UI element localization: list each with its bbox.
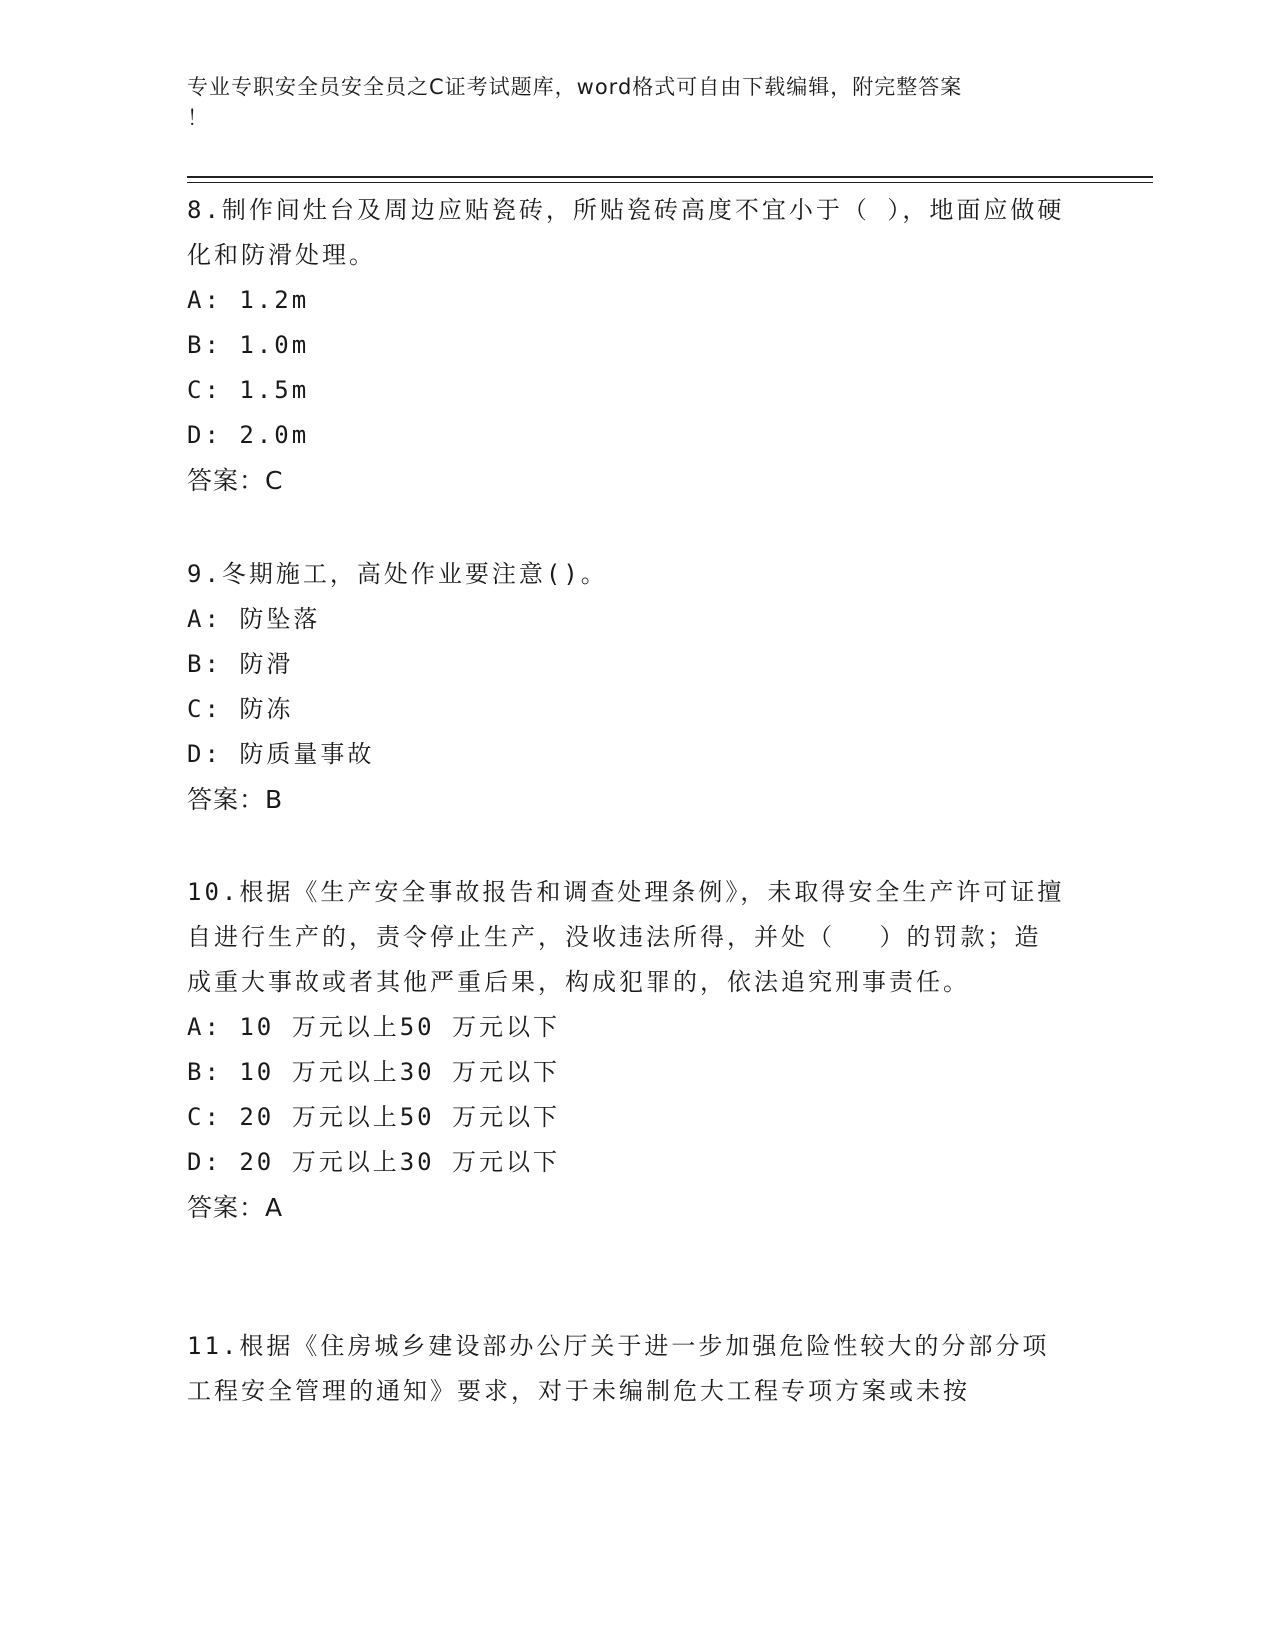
question-text: 10.根据《生产安全事故报告和调查处理条例》，未取得安全生产许可证擅自进行生产的，责令停止生产，没收违法所得，并处（ ）的罚款；造成重大事故或者其他严重后果，构成犯罪的，依法追究刑事责任。 (187, 878, 1065, 996)
question-9 (187, 552, 1067, 822)
question-text: 9.冬期施工，高处作业要注意()。 (187, 560, 608, 588)
question-10 (187, 870, 1067, 1230)
answer: 答案：B (187, 785, 284, 814)
option-c: C: 防冻 (187, 695, 294, 723)
option-c: C: 20 万元以上50 万元以下 (187, 1103, 561, 1131)
option-a: A: 10 万元以上50 万元以下 (187, 1013, 561, 1041)
option-d: D: 防质量事故 (187, 740, 375, 768)
option-d: D: 2.0m (187, 421, 310, 449)
header-divider-thin (187, 182, 1153, 183)
question-8 (187, 188, 1067, 503)
question-text: 8.制作间灶台及周边应贴瓷砖，所贴瓷砖高度不宜小于（ ），地面应做硬化和防滑处理。 (187, 196, 1065, 269)
option-b: B: 防滑 (187, 650, 294, 678)
header-divider-thick (187, 176, 1153, 178)
answer: 答案：C (187, 466, 284, 495)
option-a: A: 防坠落 (187, 605, 321, 633)
option-b: B: 1.0m (187, 331, 310, 359)
answer: 答案：A (187, 1193, 284, 1222)
option-d: D: 20 万元以上30 万元以下 (187, 1148, 561, 1176)
question-text: 11.根据《住房城乡建设部办公厅关于进一步加强危险性较大的分部分项工程安全管理的通知》要求，对于未编制危大工程专项方案或未按 (187, 1332, 1050, 1405)
option-c: C: 1.5m (187, 376, 310, 404)
document-header (187, 72, 1067, 134)
option-a: A: 1.2m (187, 286, 310, 314)
header-line-2: ！ (187, 106, 209, 130)
option-b: B: 10 万元以上30 万元以下 (187, 1058, 561, 1086)
header-line-1: 专业专职安全员安全员之C证考试题库，word格式可自由下载编辑，附完整答案 (187, 75, 963, 99)
question-11 (187, 1324, 1067, 1414)
